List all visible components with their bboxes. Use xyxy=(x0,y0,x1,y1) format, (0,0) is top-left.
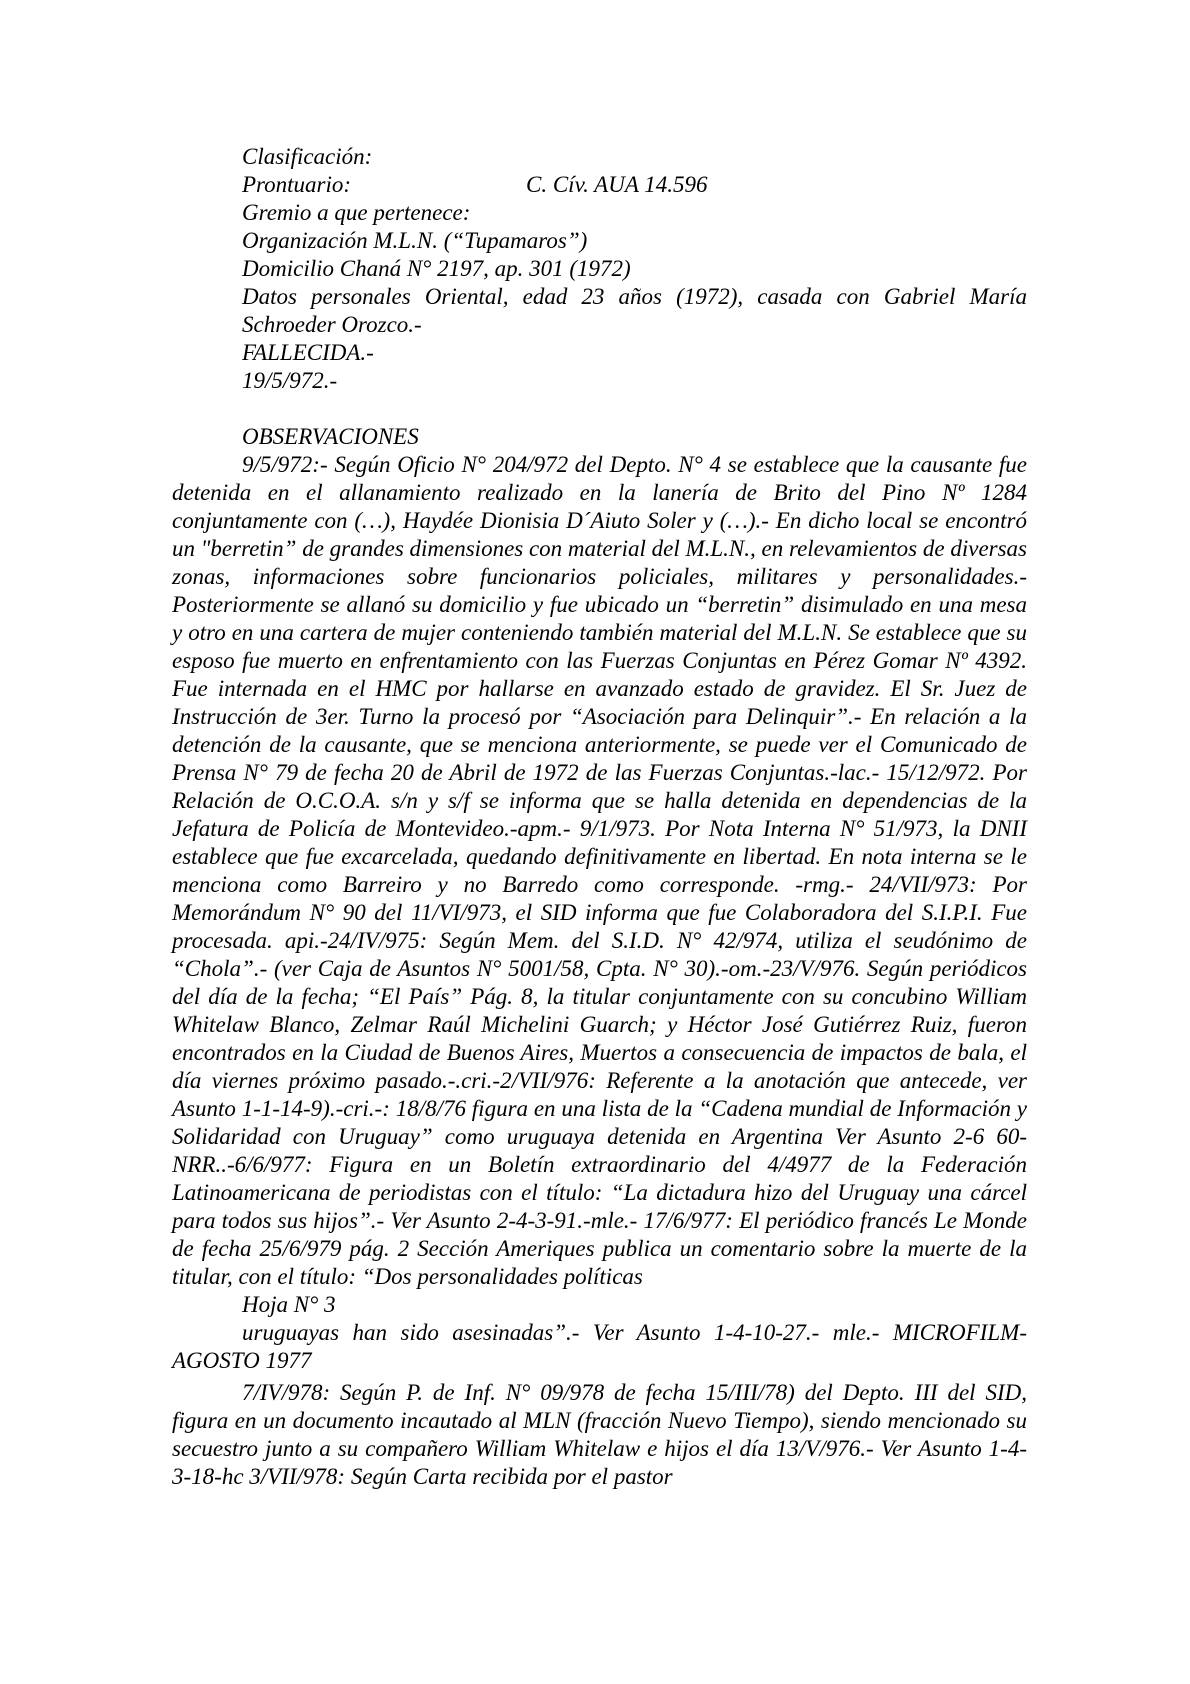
prontuario-row xyxy=(242,171,1027,199)
document-body xyxy=(172,143,1027,1491)
datos-personales-text: Datos personales Oriental, edad 23 años (1972), casada con Gabriel María Schroeder Orozco.- xyxy=(242,284,1027,337)
domicilio-text: Domicilio Chaná N° 2197, ap. 301 (1972) xyxy=(242,256,631,281)
spacer xyxy=(172,395,1027,423)
prontuario-value: C. Cív. AUA 14.596 xyxy=(526,172,708,197)
prontuario-label: Prontuario: xyxy=(242,172,352,197)
observaciones-paragraph-2: uruguayas han sido asesinadas”.- Ver Asunto 1-4-10-27.- mle.- MICROFILM-AGOSTO 1977 xyxy=(172,1320,1027,1373)
fallecida-text: FALLECIDA.- xyxy=(242,340,374,365)
fecha-text: 19/5/972.- xyxy=(242,368,338,393)
record-header xyxy=(172,143,1027,395)
hoja-number: Hoja N° 3 xyxy=(242,1292,336,1317)
observaciones-paragraph-3: 7/IV/978: Según P. de Inf. N° 09/978 de fecha 15/III/78) del Depto. III del SID, figura en un documento incautado al MLN (fracción Nuevo Tiempo), siendo mencionado su secuestro junto a su compañero William Whitelaw e hijos el día 13/V/976.- Ver Asunto 1-4-3-18-hc 3/VII/978: Según Carta recibida por el pastor xyxy=(172,1380,1027,1489)
observaciones-title: OBSERVACIONES xyxy=(242,424,419,449)
clasificacion-label: Clasificación: xyxy=(242,144,373,169)
observaciones-paragraph-1: 9/5/972:- Según Oficio N° 204/972 del Depto. N° 4 se establece que la causante fue detenida en el allanamiento realizado en la lanería de Brito del Pino Nº 1284 conjuntamente con (…), Haydée Dionisia D´Aiuto Soler y (…).- En dicho local se encontró un "berretin” de grandes dimensiones con material del M.L.N., en relevamientos de diversas zonas, informaciones sobre funcionarios policiales, militares y personalidades.- Posteriormente se allanó su domicilio y fue ubicado un “berretin” disimulado en una mesa y otro en una cartera de mujer conteniendo también material del M.L.N. Se establece que su esposo fue muerto en enfrentamiento con las Fuerzas Conjuntas en Pérez Gomar Nº 4392. Fue internada en el HMC por hallarse en avanzado estado de gravidez. El Sr. Juez de Instrucción de 3er. Turno la procesó por “Asociación para Delinquir”.- En relación a la detención de la causante, que se menciona anteriormente, se puede ver el Comunicado de Prensa N° 79 de fecha 20 de Abril de 1972 de las Fuerzas Conjuntas.-lac.- 15/12/972. Por Relación de O.C.O.A. s/n y s/f se informa que se halla detenida en dependencias de la Jefatura de Policía de Montevideo.-apm.- 9/1/973. Por Nota Interna N° 51/973, la DNII establece que fue excarcelada, quedando definitivamente en libertad. En nota interna se le menciona como Barreiro y no Barredo como corresponde. -rmg.- 24/VII/973: Por Memorándum N° 90 del 11/VI/973, el SID informa que fue Colaboradora del S.I.P.I. Fue procesada. api.-24/IV/975: Según Mem. del S.I.D. N° 42/974, utiliza el seudónimo de “Chola”.- (ver Caja de Asuntos N° 5001/58, Cpta. N° 30).-om.-23/V/976. Según periódicos del día de la fecha; “El País” Pág. 8, la titular conjuntamente con su concubino William Whitelaw Blanco, Zelmar Raúl Michelini Guarch; y Héctor José Gutiérrez Ruiz, fueron encontrados en la Ciudad de Buenos Aires, Muertos a consecuencia de impactos de bala, el día viernes próximo pasado.-.cri.-2/VII/976: Referente a la anotación que antecede, ver Asunto 1-1-14-9).-cri.-: 18/8/76 figura en una lista de la “Cadena mundial de Información y Solidaridad con Uruguay” como uruguaya detenida en Argentina Ver Asunto 2-6 60- NRR..-6/6/977: Figura en un Boletín extraordinario del 4/4977 de la Federación Latinoamericana de periodistas con el título: “La dictadura hizo del Uruguay una cárcel para todos sus hijos”.- Ver Asunto 2-4-3-91.-mle.- 17/6/977: El periódico francés Le Monde de fecha 25/6/979 pág. 2 Sección Ameriques publica un comentario sobre la muerte de la titular, con el título: “Dos personalidades políticas xyxy=(172,452,1027,1289)
observaciones-heading-wrap xyxy=(172,423,1027,451)
gremio-label: Gremio a que pertenece: xyxy=(242,200,471,225)
organizacion-text: Organización M.L.N. (“Tupamaros”) xyxy=(242,228,588,253)
